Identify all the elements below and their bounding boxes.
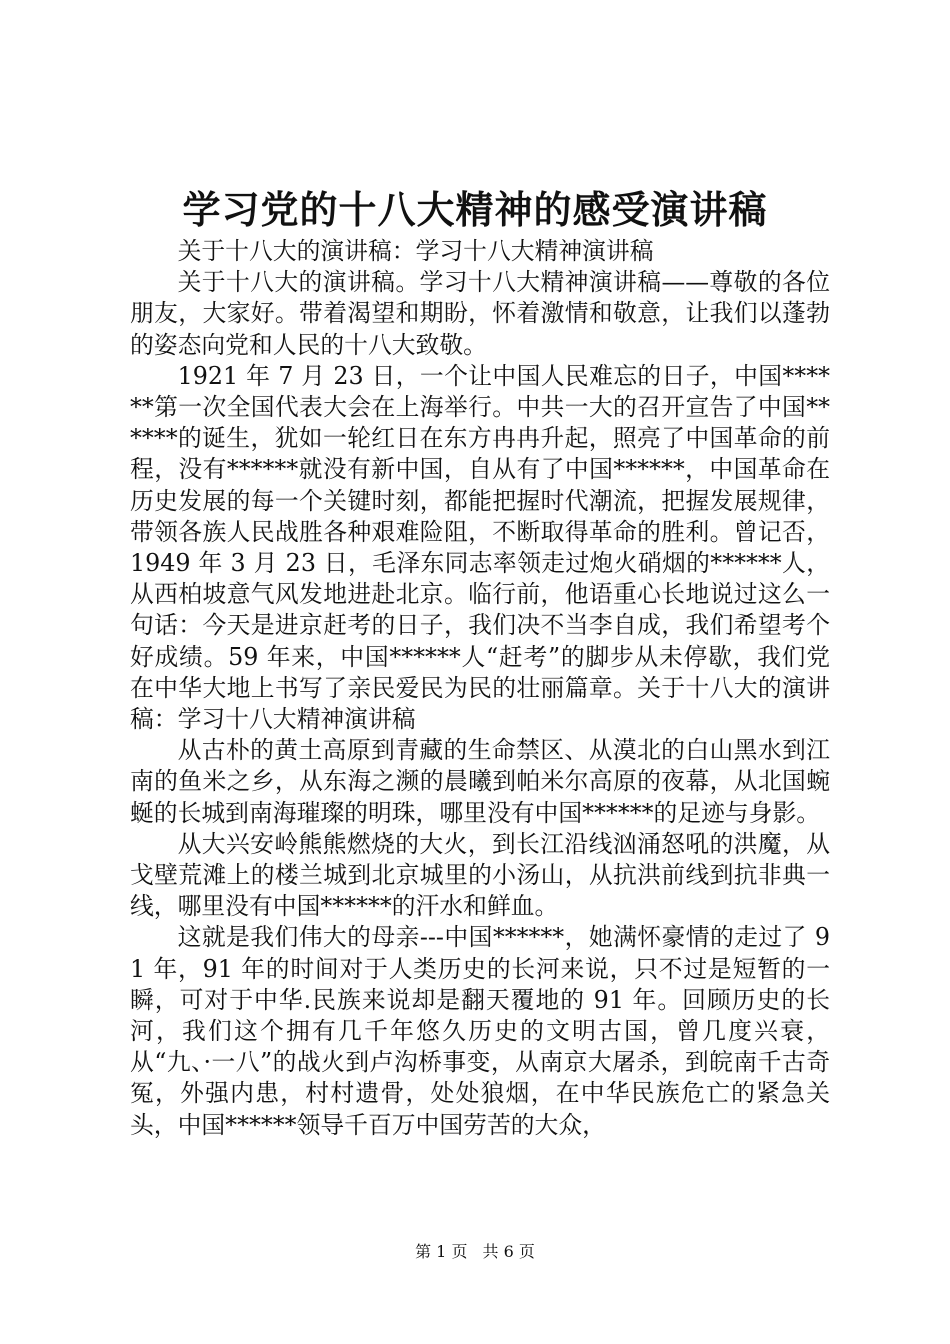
page-number-current: 第 1 页 <box>415 1242 468 1261</box>
page-title: 学习党的十八大精神的感受演讲稿 <box>182 187 768 232</box>
paragraph-2: 关于十八大的演讲稿。学习十八大精神演讲稿——尊敬的各位朋友，大家好。带着渴望和期盼，怀着激情和敬意，让我们以蓬勃的姿态向党和人民的十八大致敬。 <box>130 268 830 359</box>
page-number-total: 共 6 页 <box>482 1242 535 1261</box>
paragraph-3: 1921 年 7 月 23 日，一个让中国人民难忘的日子，中国******第一次全国代表大会在上海举行。中共一大的召开宣告了中国******的诞生，犹如一轮红日在东方冉冉升起，照亮了中国革命的前程，没有******就没有新中国，自从有了中国******，中国革命在历史发展的每一个关键时刻，都能把握时代潮流，把握发展规律，带领各族人民战胜各种艰难险阻，不断取得革命的胜利。曾记否，1949 年 3 月 23 日，毛泽东同志率领走过炮火硝烟的******人，从西柏坡意气风发地进赴北京。临行前，他语重心长地说过这么一句话：今天是进京赶考的日子，我们决不当李自成，我们希望考个好成绩。59 年来，中国******人“赶考”的脚步从未停歇，我们党在中华大地上书写了亲民爱民为民的壮丽篇章。关于十八大的演讲稿：学习十八大精神演讲稿 <box>130 361 830 734</box>
paragraph-6: 这就是我们伟大的母亲---中国******，她满怀豪情的走过了 91 年，91 年的时间对于人类历史的长河来说，只不过是短暂的一瞬，可对于中华.民族来说却是翻天覆地的 91 年。回顾历史的长河，我们这个拥有几千年悠久历史的文明古国，曾几度兴衰，从“九、·一八”的战火到卢沟桥事变，从南京大屠杀，到皖南千古奇冤，外强内患，村村遗骨，处处狼烟，在中华民族危亡的紧急关头，中国******领导千百万中国劳苦的大众， <box>130 923 830 1139</box>
document-body <box>130 236 830 1141</box>
paragraph-5: 从大兴安岭熊熊燃烧的大火，到长江沿线汹涌怒吼的洪魔，从戈壁荒滩上的楼兰城到北京城里的小汤山，从抗洪前线到抗非典一线，哪里没有中国******的汗水和鲜血。 <box>130 829 830 921</box>
page-footer <box>0 1240 950 1264</box>
paragraph-4: 从古朴的黄土高原到青藏的生命禁区、从漠北的白山黑水到江南的鱼米之乡，从东海之濒的晨曦到帕米尔高原的夜幕，从北国蜿蜒的长城到南海璀璨的明珠，哪里没有中国******的足迹与身影。 <box>130 736 830 827</box>
paragraph-1: 关于十八大的演讲稿：学习十八大精神演讲稿 <box>177 237 654 265</box>
